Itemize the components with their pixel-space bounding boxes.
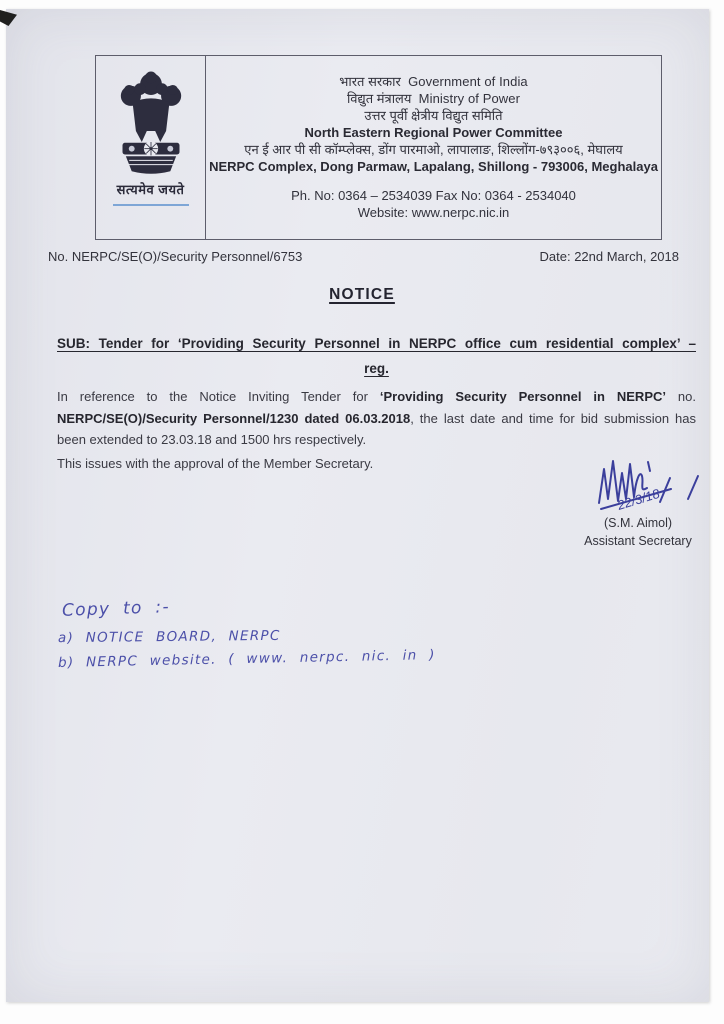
signature-scribble — [592, 449, 707, 521]
signatory-name: (S.M. Aimol) — [603, 516, 673, 530]
subject-block — [57, 331, 696, 381]
committee-english-line: North Eastern Regional Power Committee — [304, 125, 563, 140]
notice-title: NOTICE — [329, 286, 395, 303]
copy-to-heading: Copy to :- — [61, 597, 171, 621]
subject-line1: SUB: Tender for ‘Providing Security Personnel in NERPC office cum residential complex’ – — [57, 336, 696, 351]
letterhead-text — [206, 56, 661, 239]
reference-row — [48, 249, 679, 264]
letterhead — [95, 55, 662, 240]
emblem-motto: सत्यमेव जयते — [116, 182, 185, 197]
ministry-english: Ministry of Power — [418, 91, 521, 106]
body-text-bold-ref: NERPC/SE(O)/Security Personnel/1230 dated 06.03.2018 — [57, 410, 411, 426]
body-text-mid: no. — [666, 389, 697, 404]
signatory-title: Assistant Secretary — [584, 533, 692, 548]
copy-to-item-notice-board: a) NOTICE BOARD, NERPC — [57, 627, 281, 647]
emblem-of-india-icon — [109, 64, 193, 178]
ministry-line — [206, 90, 661, 107]
body-text-post: , the last date and time for bid submission has been extended to 23.03.18 and 1500 hrs respectively. — [57, 410, 696, 447]
address-english-line: NERPC Complex, Dong Parmaw, Lapalang, Shillong - 793006, Meghalaya — [209, 159, 658, 174]
body-text-pre: In reference to the Notice Inviting Tender for — [57, 389, 380, 404]
signature-date: 22/3/18 — [615, 485, 662, 513]
phone-line: Ph. No: 0364 – 2534039 Fax No: 0364 - 2534040 — [291, 188, 576, 203]
govt-line — [206, 73, 661, 90]
approval-line: This issues with the approval of the Member Secretary. — [57, 456, 374, 471]
body-paragraph — [57, 386, 696, 451]
committee-hindi-line: उत्तर पूर्वी क्षेत्रीय विद्युत समिति — [364, 108, 503, 123]
body-text-bold-tender: ‘Providing Security Personnel in NERPC’ — [379, 389, 666, 404]
signatory-block — [573, 515, 703, 550]
reference-number: No. NERPC/SE(O)/Security Personnel/6753 — [48, 249, 303, 264]
subject-line2: reg. — [364, 361, 389, 376]
ministry-hindi: विद्युत मंत्रालय — [346, 91, 412, 106]
address-hindi-line: एन ई आर पी सी कॉम्प्लेक्स, डोंग पारमाओ, लापालाङ, शिल्लोंग-७९३००६, मेघालय — [244, 142, 623, 157]
emblem-cell — [96, 56, 206, 239]
website-line: Website: www.nerpc.nic.in — [357, 205, 510, 220]
motto-underline — [113, 204, 189, 206]
copy-to-item-website: b) NERPC website. ( www. nerpc. nic. in ) — [57, 647, 436, 671]
govt-hindi: भारत सरकार — [339, 74, 401, 89]
govt-english: Government of India — [408, 74, 528, 89]
letter-date: Date: 22nd March, 2018 — [539, 249, 679, 264]
